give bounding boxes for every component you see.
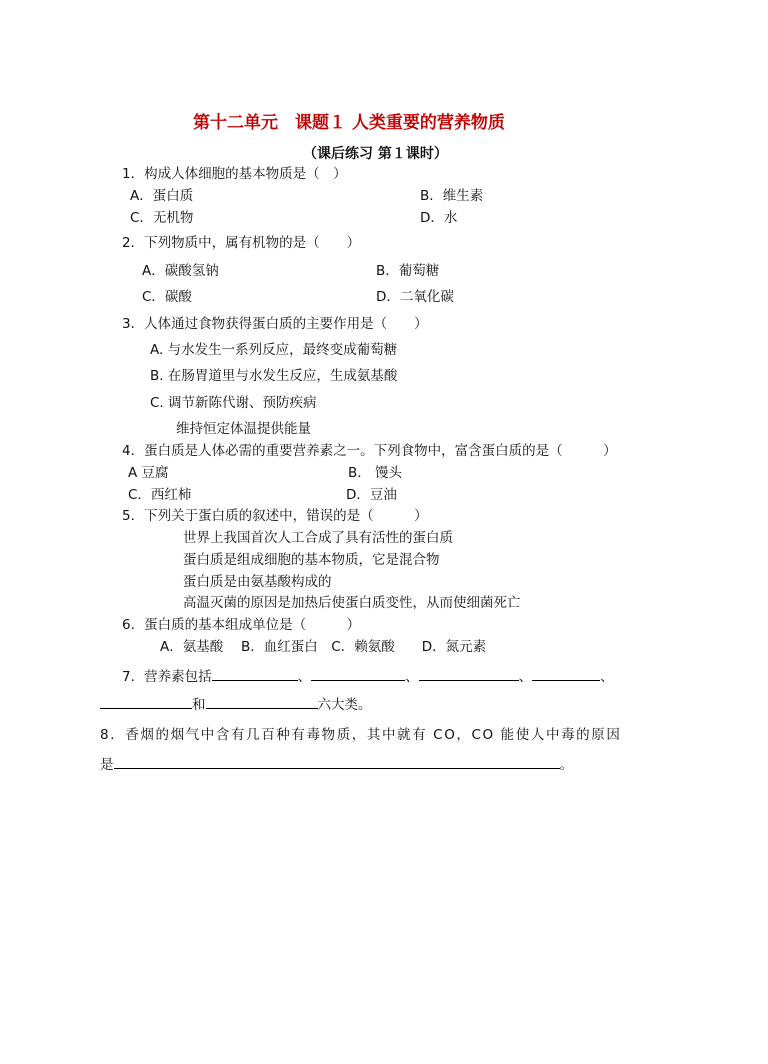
option-c: C．无机物 <box>130 210 194 226</box>
option-b: 蛋白质是组成细胞的基本物质，它是混合物 <box>183 552 440 568</box>
answer-blank[interactable] <box>212 666 298 681</box>
option-c: C．碳酸 <box>142 289 192 305</box>
question-line-2 <box>100 754 573 774</box>
option-a: A. 与水发生一系列反应，最终变成葡萄糖 <box>150 342 398 358</box>
question-stem: 2．下列物质中，属有机物的是（ ） <box>122 235 361 251</box>
options-row: A．氨基酸 B．血红蛋白 C．赖氨酸 D．氮元素 <box>160 639 487 655</box>
question-stem: 6．蛋白质的基本组成单位是（ ） <box>122 617 361 633</box>
answer-blank[interactable] <box>100 694 192 709</box>
option-b: B． 馒头 <box>348 465 403 481</box>
separator: 、 <box>297 669 312 685</box>
option-d: D．水 <box>420 210 458 226</box>
option-a: 世界上我国首次人工合成了具有活性的蛋白质 <box>183 530 453 546</box>
answer-blank[interactable] <box>419 666 519 681</box>
option-c: C. 调节新陈代谢、预防疾病 <box>150 395 317 411</box>
page-title: 第十二单元 课题１ 人类重要的营养物质 <box>193 113 505 133</box>
option-d: D．豆油 <box>346 487 397 503</box>
separator: 、 <box>600 669 614 685</box>
answer-blank[interactable] <box>114 754 560 769</box>
option-b: B．葡萄糖 <box>376 263 440 279</box>
option-a: A 豆腐 <box>128 465 169 481</box>
question-stem: 8．香烟的烟气中含有几百种有毒物质，其中就有 CO，CO 能使人中毒的原因 <box>100 727 622 743</box>
option-c: 蛋白质是由氨基酸构成的 <box>183 574 332 590</box>
option-b: B．维生素 <box>420 188 484 204</box>
question-stem: 1．构成人体细胞的基本物质是（ ） <box>122 166 347 182</box>
question-stem: 4．蛋白质是人体必需的重要营养素之一。下列食物中，富含蛋白质的是（ ） <box>122 443 617 459</box>
answer-blank[interactable] <box>532 666 600 681</box>
question-prefix: 是 <box>100 757 114 773</box>
connector: 和 <box>192 697 206 713</box>
question-stem: 5．下列关于蛋白质的叙述中，错误的是（ ） <box>122 508 428 524</box>
option-c: C．西红柿 <box>128 487 192 503</box>
question-suffix: 。 <box>559 757 573 773</box>
question-line-1 <box>122 666 614 686</box>
option-b: B. 在肠胃道里与水发生反应，生成氨基酸 <box>150 368 398 384</box>
question-stem: 3．人体通过食物获得蛋白质的主要作用是（ ） <box>122 316 428 332</box>
question-line-2 <box>100 694 372 714</box>
question-stem: 7．营养素包括 <box>122 669 212 685</box>
option-d: 高温灭菌的原因是加热后使蛋白质变性，从而使细菌死亡 <box>183 595 521 611</box>
separator: 、 <box>518 669 533 685</box>
option-d: D．二氧化碳 <box>376 289 454 305</box>
answer-blank[interactable] <box>206 694 318 709</box>
option-d: 维持恒定体温提供能量 <box>176 421 311 437</box>
question-suffix: 六大类。 <box>317 697 372 713</box>
option-a: A．蛋白质 <box>130 188 194 204</box>
option-a: A．碳酸氢钠 <box>142 263 219 279</box>
page-subtitle: （课后练习 第１课时） <box>303 146 448 162</box>
separator: 、 <box>405 669 419 685</box>
answer-blank[interactable] <box>311 666 405 681</box>
